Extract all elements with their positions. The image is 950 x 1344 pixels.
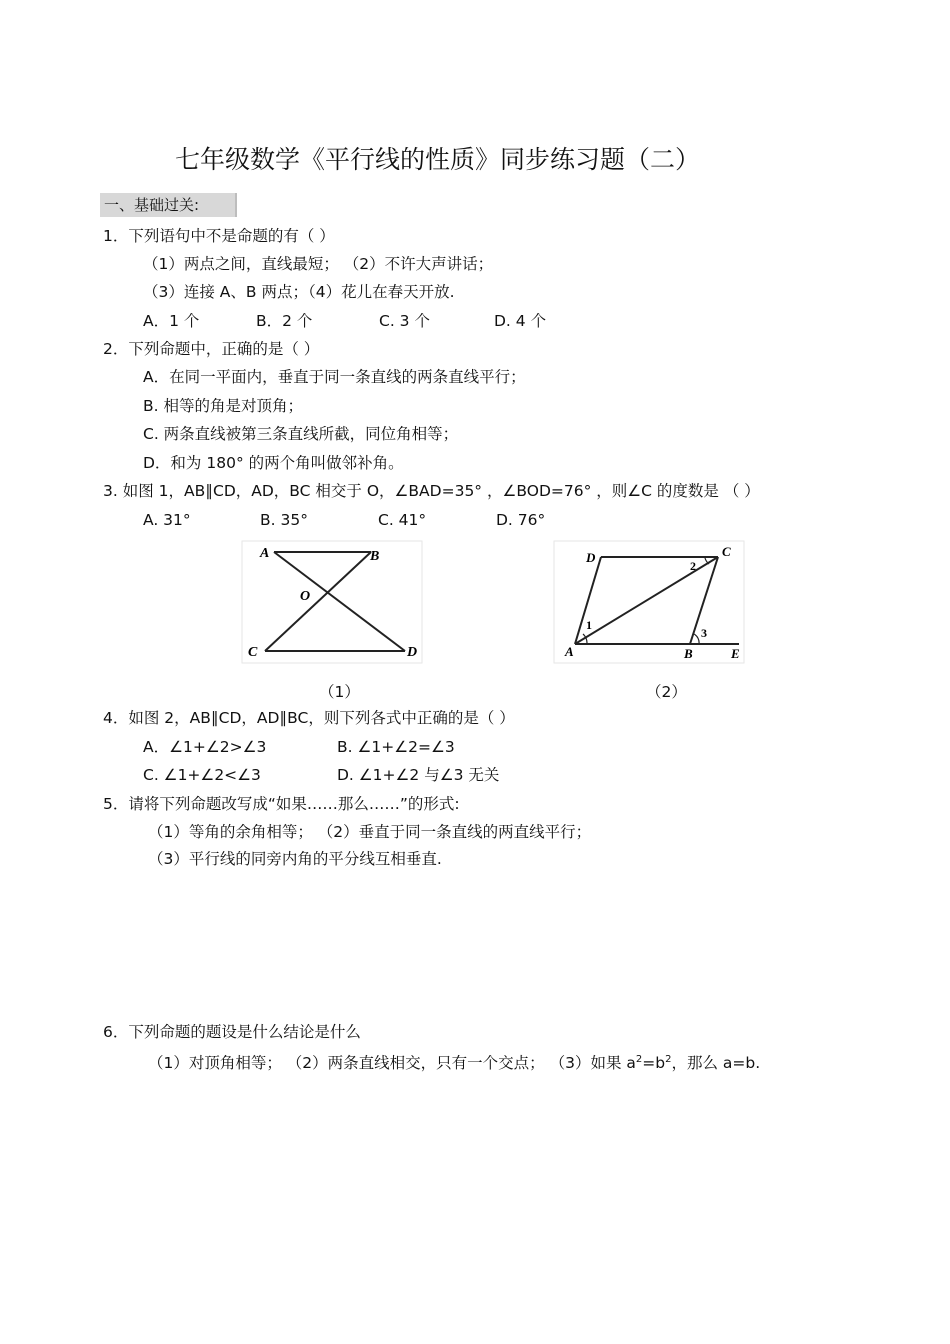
- point-b-label: B: [370, 549, 380, 564]
- page-title: 七年级数学《平行线的性质》同步练习题（二）: [174, 145, 700, 174]
- q1-option-d: D. 4 个: [494, 312, 547, 330]
- q2-option-c: C. 两条直线被第三条直线所截，同位角相等；: [143, 425, 459, 443]
- figure-2-caption: （2）: [646, 683, 687, 701]
- q4-option-a: A．∠1+∠2>∠3: [143, 738, 267, 756]
- angle-1-label: 1: [586, 618, 592, 632]
- q1-option-c: C. 3 个: [379, 312, 430, 330]
- q4-option-d: D. ∠1+∠2 与∠3 无关: [337, 766, 500, 784]
- point-c-label: C: [248, 645, 258, 660]
- segment-bc: [265, 552, 371, 651]
- q3-option-c: C. 41°: [378, 511, 427, 529]
- q6-line-end: ，那么 a=b.: [671, 1054, 761, 1073]
- point-a-label: A: [260, 546, 270, 561]
- q3-option-d: D. 76°: [496, 511, 546, 529]
- figure-1: [241, 540, 423, 664]
- q5-stem: 5．请将下列命题改写成“如果……那么……”的形式:: [103, 795, 460, 813]
- figure-1-diagram: [241, 540, 423, 664]
- q2-option-a: A．在同一平面内，垂直于同一条直线的两条直线平行；: [143, 368, 526, 386]
- q3-stem: 3. 如图 1，AB∥CD，AD，BC 相交于 O，∠BAD=35° ，∠BOD=76° ，则∠C 的度数是 （ ）: [103, 482, 760, 500]
- q3-option-a: A. 31°: [143, 511, 191, 529]
- point-c-label: C: [722, 544, 731, 559]
- figure-1-caption: （1）: [319, 683, 360, 701]
- point-a-label: A: [565, 644, 574, 659]
- q1-option-a: A．1 个: [143, 312, 200, 330]
- q4-option-c: C. ∠1+∠2<∠3: [143, 766, 261, 784]
- q4-stem: 4．如图 2，AB∥CD，AD∥BC，则下列各式中正确的是（ ）: [103, 709, 515, 727]
- segment-ad: [274, 552, 405, 651]
- section-heading: 一、基础过关:: [100, 193, 237, 217]
- q3-option-b: B. 35°: [260, 511, 308, 529]
- angle-3-arc: [694, 634, 699, 644]
- q5-line1: （1）等角的余角相等； （2）垂直于同一条直线的两直线平行；: [148, 823, 592, 841]
- figure-2: [553, 540, 745, 664]
- point-e-label: E: [731, 646, 740, 661]
- figure-2-diagram: [553, 540, 745, 664]
- q6-line: [148, 1050, 760, 1073]
- angle-2-label: 2: [690, 559, 696, 573]
- q6-line-mid: =b: [642, 1054, 666, 1073]
- q5-line2: （3）平行线的同旁内角的平分线互相垂直.: [148, 850, 442, 868]
- point-o-label: O: [300, 589, 311, 604]
- q1-line1: （1）两点之间，直线最短； （2）不许大声讲话；: [143, 255, 494, 273]
- q1-line2: （3）连接 A、B 两点；（4）花儿在春天开放.: [143, 283, 455, 301]
- q4-option-b: B. ∠1+∠2=∠3: [337, 738, 455, 756]
- point-d-label: D: [407, 645, 418, 660]
- q6-exponent-1: 2: [635, 1054, 643, 1065]
- angle-3-label: 3: [701, 626, 707, 640]
- q2-stem: 2．下列命题中，正确的是（ ）: [103, 340, 320, 358]
- q6-line-main: （1）对顶角相等； （2）两条直线相交，只有一个交点； （3）如果 a: [148, 1054, 636, 1073]
- point-b-label: B: [684, 646, 693, 661]
- q2-option-b: B. 相等的角是对顶角；: [143, 397, 303, 415]
- q1-option-b: B．2 个: [256, 312, 313, 330]
- q1-stem: 1．下列语句中不是命题的有（ ）: [103, 227, 335, 245]
- q6-stem: 6．下列命题的题设是什么结论是什么: [103, 1023, 361, 1041]
- q2-option-d: D．和为 180° 的两个角叫做邻补角。: [143, 454, 404, 472]
- q6-exponent-2: 2: [665, 1054, 672, 1065]
- point-d-label: D: [586, 550, 596, 565]
